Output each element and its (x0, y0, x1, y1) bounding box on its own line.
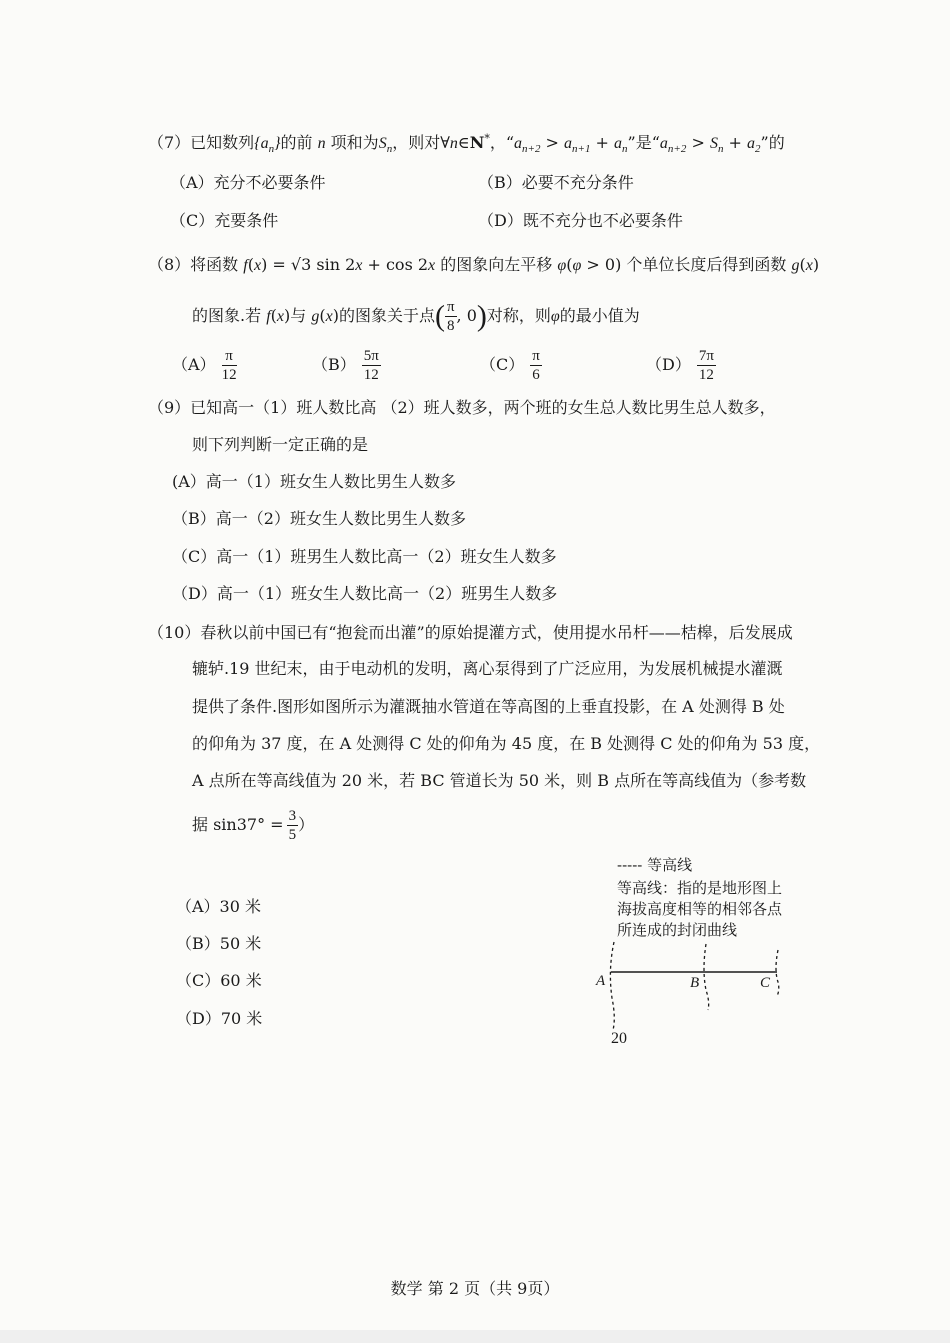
contour-legend-line3: 所连成的封闭曲线 (617, 921, 738, 939)
q7-option-a: （A）充分不必要条件 (170, 173, 326, 192)
point-c-label: C (760, 975, 771, 991)
q10-line1: （10）春秋以前中国已有“抱瓮而出灌”的原始提灌方式，使用提水吊杆——桔槔，后发展成 (148, 623, 793, 642)
q10-line4: 的仰角为 37 度，在 A 处测得 C 处的仰角为 45 度，在 B 处测得 C 处的仰角为 53 度， (192, 734, 821, 753)
q8-option-c: （C） $\frac{\pi}{6}$ (480, 348, 540, 383)
contour-legend-line2: 海拔高度相等的相邻各点 (617, 900, 783, 918)
q10-line3: 提供了条件.图形如图所示为灌溉抽水管道在等高图的上垂直投影，在 A 处测得 B 处 (192, 697, 785, 716)
point-a-label: A (596, 973, 606, 989)
contour-line-c (776, 950, 779, 996)
q10-option-a: （A）30 米 (176, 897, 262, 916)
contour-line-a (610, 942, 614, 1030)
q10-line6: 据 sin37° = $\frac{3}{5}$ ） (192, 808, 315, 843)
q10-line5: A 点所在等高线值为 20 米，若 BC 管道长为 50 米，则 B 点所在等高线值为（参考数 (192, 771, 807, 790)
q7-option-c: （C）充要条件 (170, 211, 279, 230)
scan-bottom-edge (0, 1330, 950, 1343)
q7-stem: （7）已知数列$\{a_n\}$的前 n 项和为$S_n$，则对∀n∈N*，“$a_{n+2} > a_{n+1} + a_n$”是“$a_{n+2} > S_n + a_2$”的 (148, 132, 785, 155)
contour-legend-line1: 等高线：指的是地形图上 (617, 879, 783, 897)
q9-option-b: （B）高一（2）班女生人数比男生人数多 (172, 509, 466, 528)
q8-line2: 的图象.若 f(x)与 g(x)的图象关于点( $\frac{\pi}{8}$ , 0)对称，则φ的最小值为 (192, 299, 640, 334)
q8-option-d: （D） $\frac{7\pi}{12}$ (646, 348, 714, 383)
q8-option-b: （B） $\frac{5\pi}{12}$ (312, 348, 379, 383)
q10-line2: 辘轳.19 世纪末，由于电动机的发明，离心泵得到了广泛应用，为发展机械提水灌溉 (192, 659, 783, 678)
q7-option-d: （D）既不充分也不必要条件 (478, 211, 683, 230)
q9-line1: （9）已知高一（1）班人数比高 （2）班人数多，两个班的女生总人数比男生总人数多， (148, 398, 776, 417)
q10-option-d: （D）70 米 (176, 1009, 263, 1028)
q9-option-d: （D）高一（1）班女生人数比高一（2）班男生人数多 (172, 584, 558, 603)
q10-option-b: （B）50 米 (176, 934, 262, 953)
q10-option-c: （C）60 米 (176, 971, 262, 990)
point-b-label: B (690, 975, 700, 991)
q9-option-c: （C）高一（1）班男生人数比高一（2）班女生人数多 (172, 547, 557, 566)
q7-option-b: （B）必要不充分条件 (478, 173, 634, 192)
contour-legend-title: ----- 等高线 (617, 856, 693, 874)
q8-line1: （8）将函数 f(x) = √3 sin 2x + cos 2x 的图象向左平移 φ(φ > 0) 个单位长度后得到函数 g(x) (148, 255, 820, 274)
contour-value-label: 20 (611, 1030, 627, 1047)
q9-option-a: (A）高一（1）班女生人数比男生人数多 (172, 472, 456, 491)
page-footer: 数学 第 2 页（共 9页） (390, 1279, 560, 1298)
q8-option-a: （A） $\frac{\pi}{12}$ (172, 348, 237, 383)
contour-line-b (704, 944, 709, 1010)
q9-line2: 则下列判断一定正确的是 (192, 435, 369, 454)
